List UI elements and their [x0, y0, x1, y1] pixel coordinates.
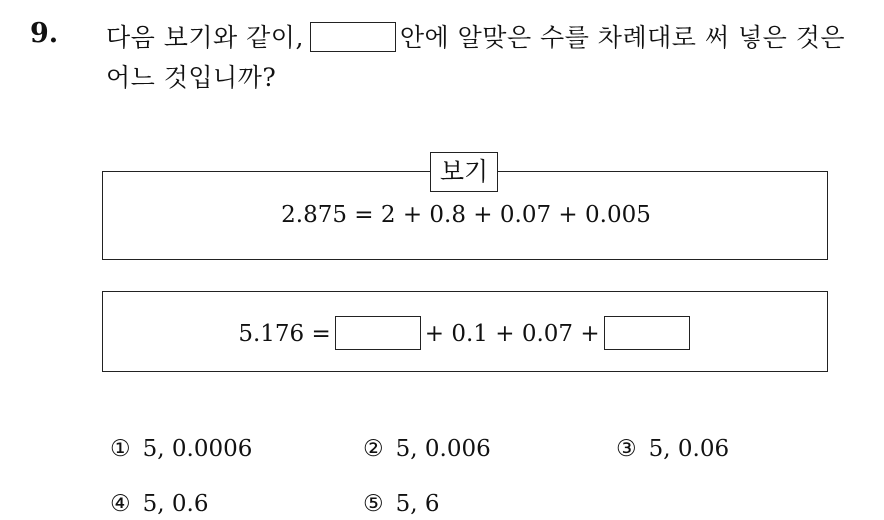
question-line-1 — [106, 18, 845, 54]
answer-blank-2 — [604, 316, 690, 350]
choice-mark: ④ — [110, 491, 131, 517]
choice-3[interactable] — [616, 436, 729, 462]
choice-text: 5, 0.0006 — [142, 436, 253, 462]
choice-4[interactable] — [110, 491, 208, 517]
problem-box — [102, 291, 828, 372]
question-text-before-blank: 다음 보기와 같이, — [106, 23, 304, 52]
problem-lhs: 5.176 = — [238, 321, 331, 347]
choice-5[interactable] — [363, 491, 440, 517]
example-equation: 2.875 = 2 + 0.8 + 0.07 + 0.005 — [281, 202, 651, 228]
problem-equation — [103, 316, 829, 350]
question-line-2: 어느 것입니까? — [106, 63, 277, 92]
choice-text: 5, 0.06 — [648, 436, 730, 462]
choice-text: 5, 6 — [395, 491, 440, 517]
choice-1[interactable] — [110, 436, 252, 462]
question-text-after-blank: 안에 알맞은 수를 차례대로 써 넣은 것은 — [399, 23, 845, 52]
choice-mark: ③ — [616, 436, 637, 462]
example-label: 보기 — [430, 152, 498, 192]
question-number: 9. — [30, 18, 59, 49]
choice-text: 5, 0.006 — [395, 436, 491, 462]
problem-middle: + 0.1 + 0.07 + — [424, 321, 600, 347]
choice-mark: ⑤ — [363, 491, 384, 517]
choice-text: 5, 0.6 — [142, 491, 209, 517]
inline-blank-box — [310, 22, 396, 52]
answer-blank-1 — [335, 316, 421, 350]
choice-2[interactable] — [363, 436, 491, 462]
choice-mark: ② — [363, 436, 384, 462]
choice-mark: ① — [110, 436, 131, 462]
